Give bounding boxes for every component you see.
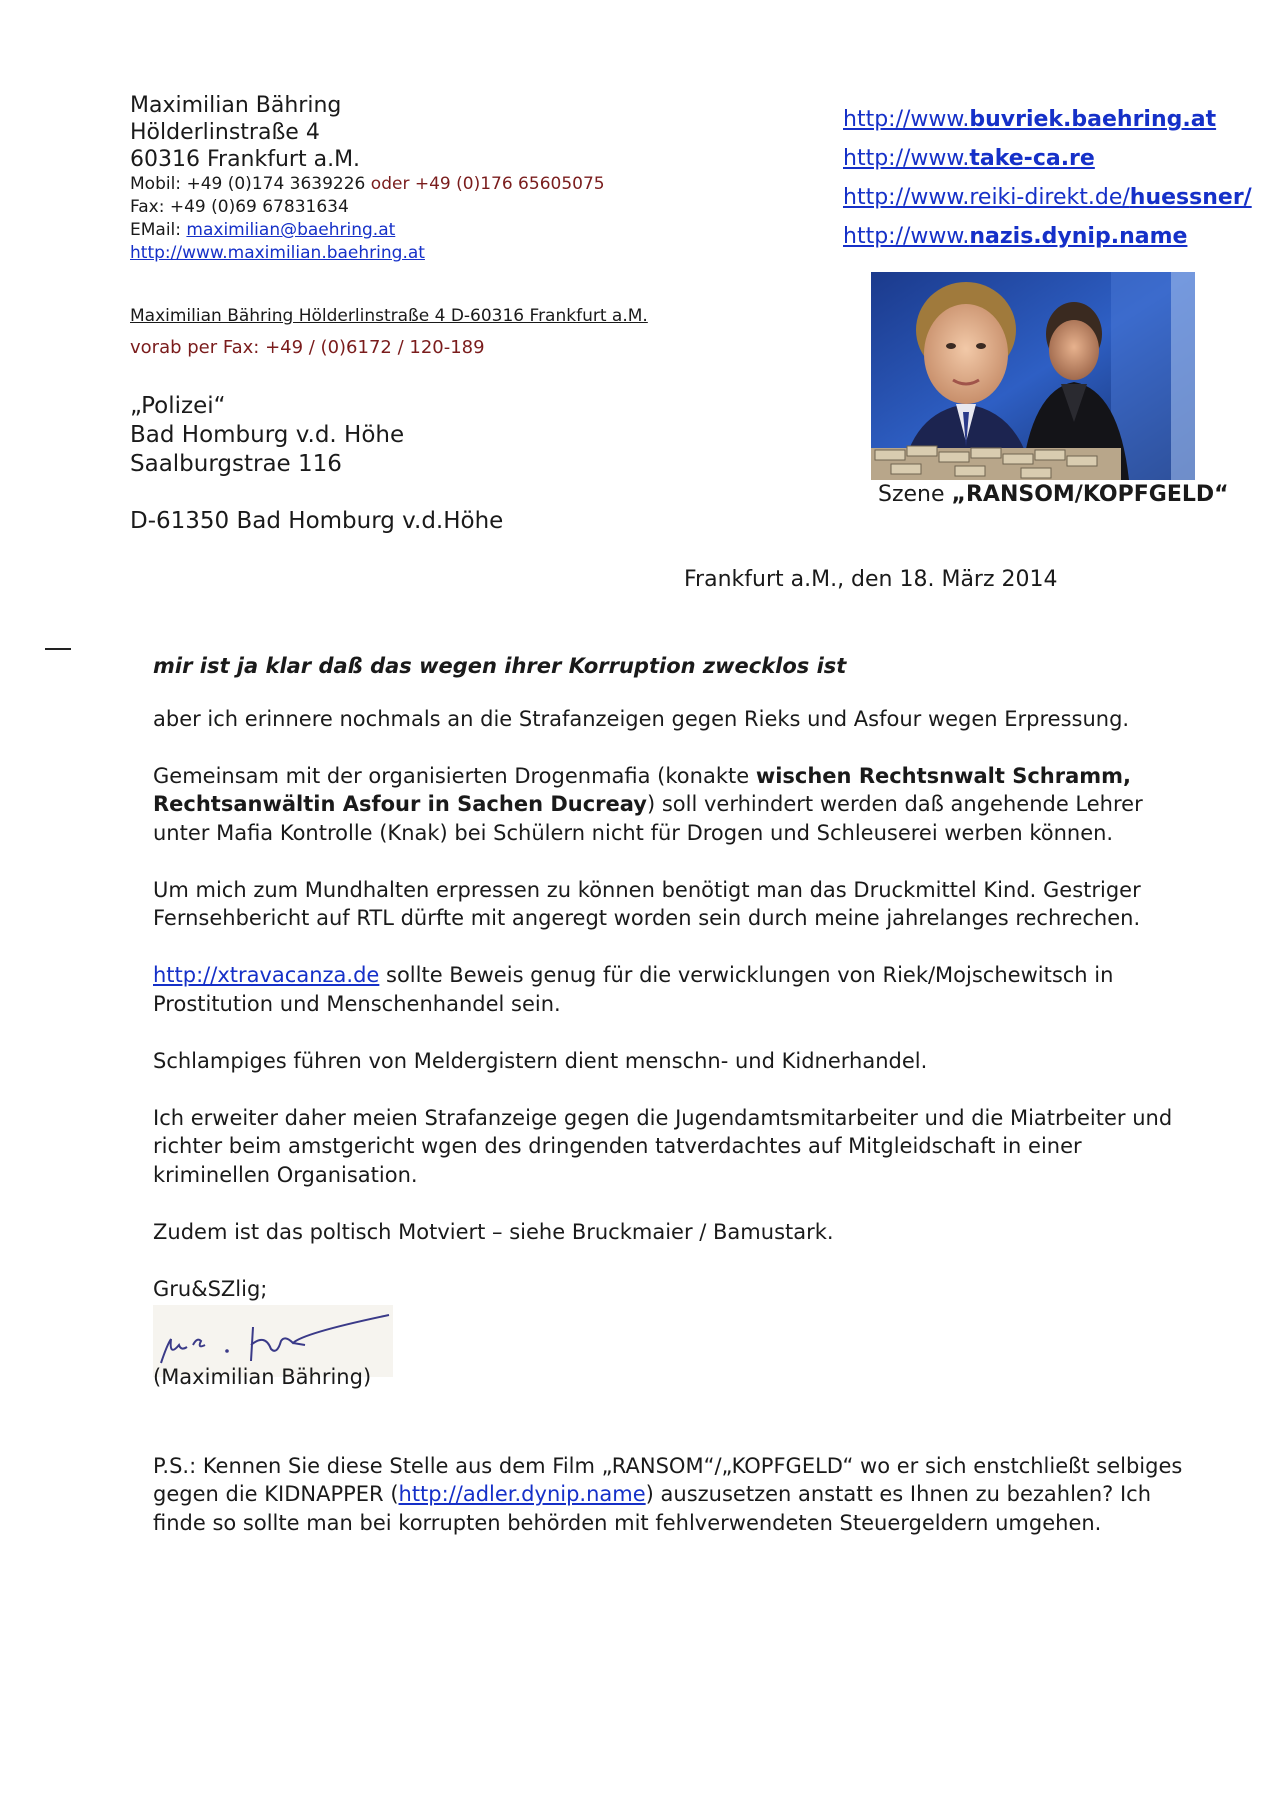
film-still-image (871, 272, 1195, 480)
return-address: Maximilian Bähring Hölderlinstraße 4 D-60316 Frankfurt a.M. (130, 306, 648, 326)
sender-street: Hölderlinstraße 4 (130, 120, 320, 145)
fax-line: vorab per Fax: +49 / (0)6172 / 120-189 (130, 337, 485, 358)
url-link-1[interactable]: http://www.buvriek.baehring.at (843, 107, 1217, 132)
recipient-city: D-61350 Bad Homburg v.d.Höhe (130, 508, 504, 534)
sender-website (130, 242, 605, 265)
letter-lead: mir ist ja klar daß das wegen ihrer Korruption zwecklos ist (153, 654, 847, 678)
paragraph-5: Schlampiges führen von Meldergistern dient menschn- und Kidnerhandel. (153, 1048, 928, 1073)
recipient-line1: Bad Homburg v.d. Höhe (130, 422, 405, 448)
sender-block (130, 92, 605, 265)
recipient-block (130, 392, 404, 479)
paragraph-2: Gemeinsam mit der organisierten Drogenmafia (konakte wischen Rechtsnwalt Schramm, Rechtsanwältin Asfour in Sachen Ducreay) soll verhindert werden daß angehende Lehrer unter Mafia Kontrolle (Knak) bei Schülern nicht für Drogen und Schleuserei werben können. (153, 763, 1143, 845)
recipient-line2: Saalburgstrae 116 (130, 451, 342, 477)
paragraph-3: Um mich zum Mundhalten erpressen zu können benötigt man das Druckmittel Kind. Gestriger Fernsehbericht auf RTL dürfte mit angeregt worden sein durch meine jahrelanges rechrechen. (153, 877, 1141, 930)
signature-name: (Maximilian Bähring) (153, 1365, 372, 1389)
postscript: P.S.: Kennen Sie diese Stelle aus dem Film „RANSOM“/„KOPFGELD“ wo er sich enstchließt selbiges gegen die KIDNAPPER (http://adler.dynip.name) auszusetzen anstatt es Ihnen zu bezahlen? Ich finde so sollte man bei korrupten behörden mit fehlverwendeten Steuergeldern umgehen. (153, 1453, 1183, 1535)
adler-link[interactable]: http://adler.dynip.name (398, 1482, 646, 1506)
photo-caption: Szene „RANSOM/KOPFGELD“ (878, 482, 1229, 507)
paragraph-6: Ich erweiter daher meien Strafanzeige gegen die Jugendamtsmitarbeiter und die Miatrbeiter und richter beim amstgericht wgen des dringenden tatverdachtes auf Mitgleidschaft in einer kriminellen Organisation. (153, 1105, 1173, 1187)
sender-fax: Fax: +49 (0)69 67831634 (130, 197, 349, 217)
xtravacanza-link[interactable]: http://xtravacanza.de (153, 963, 380, 987)
paragraph-4: http://xtravacanza.de sollte Beweis genug für die verwicklungen von Riek/Mojschewitsch in Prostitution und Menschenhandel sein. (153, 963, 1114, 1016)
url-link-2[interactable]: http://www.take-ca.re (843, 146, 1095, 171)
fold-mark (45, 648, 71, 650)
paragraph-1: aber ich erinnere nochmals an die Strafanzeigen gegen Rieks und Asfour wegen Erpressung. (153, 706, 1130, 731)
date-line: Frankfurt a.M., den 18. März 2014 (684, 567, 1058, 592)
url-link-4[interactable]: http://www.nazis.dynip.name (843, 224, 1188, 249)
sender-mobile: Mobil: +49 (0)174 3639226 oder +49 (0)176 65605075 (130, 174, 605, 194)
sender-email: EMail: maximilian@baehring.at (130, 220, 396, 240)
url-list (843, 100, 1252, 256)
email-link[interactable]: maximilian@baehring.at (186, 220, 396, 240)
letter-body (153, 652, 1198, 1566)
recipient-name: „Polizei“ (130, 393, 226, 419)
sender-name: Maximilian Bähring (130, 93, 342, 118)
url-link-3[interactable]: http://www.reiki-direkt.de/huessner/ (843, 185, 1252, 210)
sender-city: 60316 Frankfurt a.M. (130, 147, 361, 172)
paragraph-7: Zudem ist das poltisch Motviert – siehe Bruckmaier / Bamustark. (153, 1219, 834, 1244)
website-link[interactable]: http://www.maximilian.baehring.at (130, 243, 425, 263)
closing: Gru&SZlig; (153, 1276, 268, 1301)
